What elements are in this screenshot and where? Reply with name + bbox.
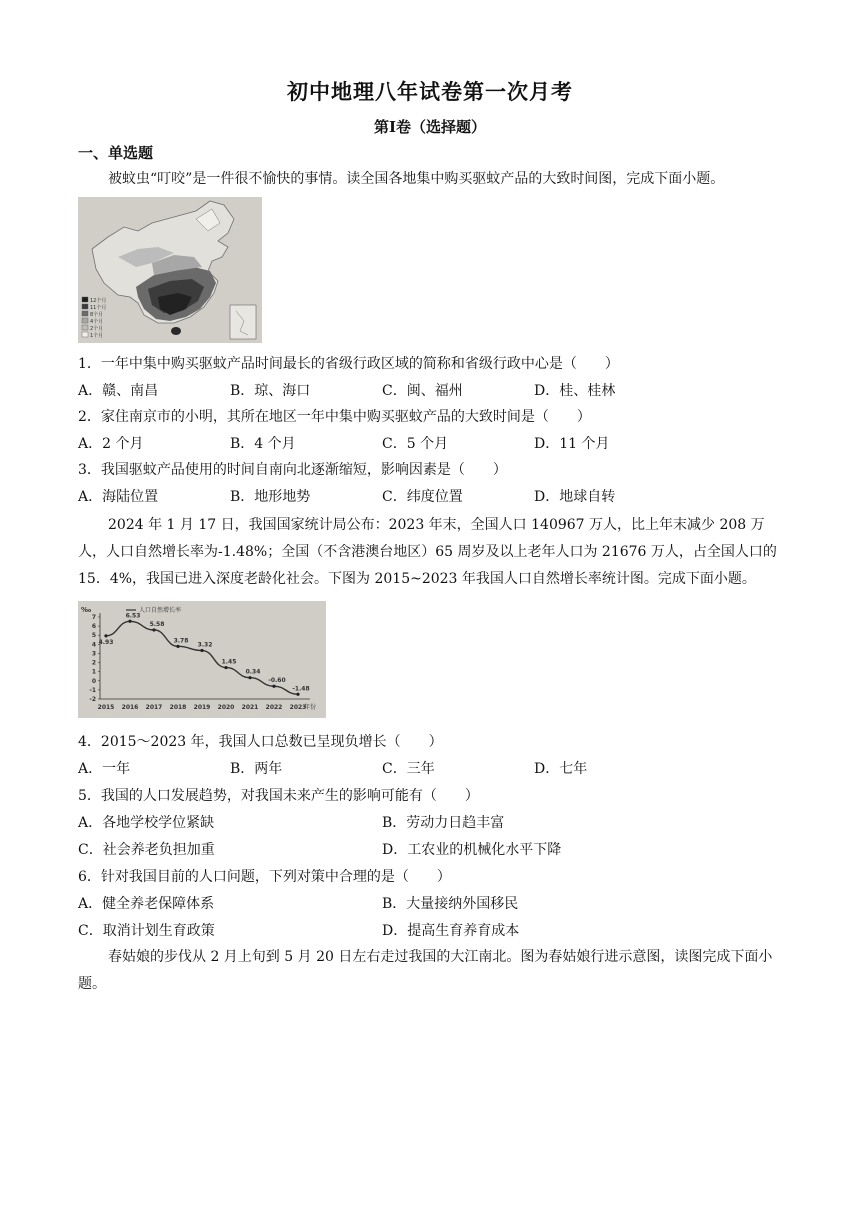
q5-option-c[interactable]: C．社会养老负担加重 xyxy=(78,842,215,858)
passage-population: 2024 年 1 月 17 日，我国国家统计局公布：2023 年末，全国人口 140967 万人，比上年末减少 208 万人，人口自然增长率为-1.48%；全国（不含港澳台地区）65 周岁及以上老年人口为 21676 万人，占全国人口的 15．4%，我国已进入深度老龄化社会。下图为 2015~2023 年我国人口自然增长率统计图。完成下面小题。 xyxy=(78,517,777,587)
q2-option-c[interactable]: C．5 个月 xyxy=(382,436,449,452)
q5-option-d[interactable]: D．工农业的机械化水平下降 xyxy=(382,842,562,858)
passage-spring: 春姑娘的步伐从 2 月上旬到 5 月 20 日左右走过我国的大江南北。图为春姑娘行进示意图，读图完成下面小题。 xyxy=(78,949,773,992)
population-growth-chart xyxy=(78,601,326,718)
map-legend-label: 1个月 xyxy=(90,333,104,339)
data-point xyxy=(176,645,179,648)
y-tick-label: 5 xyxy=(91,632,96,640)
data-point xyxy=(104,634,107,637)
data-label: 4.93 xyxy=(98,638,114,646)
y-tick-label: 3 xyxy=(91,650,96,658)
map-legend-swatch xyxy=(82,318,88,323)
q1-option-a[interactable]: A．赣、南昌 xyxy=(78,383,159,399)
data-label: -0.60 xyxy=(268,677,286,685)
data-point xyxy=(152,628,155,631)
chart-background xyxy=(78,601,326,718)
q4-option-b[interactable]: B．两年 xyxy=(230,761,283,777)
x-tick-label: 2018 xyxy=(169,704,187,711)
data-label: 3.78 xyxy=(173,637,189,645)
q6-option-d[interactable]: D．提高生育养育成本 xyxy=(382,923,520,939)
data-label: 5.58 xyxy=(149,620,165,628)
data-point xyxy=(272,685,275,688)
q3-option-c[interactable]: C．纬度位置 xyxy=(382,489,463,505)
china-map-figure xyxy=(78,197,262,343)
q3-option-d[interactable]: D．地球自转 xyxy=(534,489,616,505)
q1-option-c[interactable]: C．闽、福州 xyxy=(382,383,463,399)
passage-mosquito: 被蚊虫“叮咬”是一件很不愉快的事情。读全国各地集中购买驱蚊产品的大致时间图，完成下面小题。 xyxy=(108,171,725,187)
x-tick-label: 2020 xyxy=(217,704,235,711)
q1-option-d[interactable]: D．桂、桂林 xyxy=(534,383,616,399)
y-tick-label: 7 xyxy=(91,614,96,621)
question-3-stem: 3．我国驱蚊产品使用的时间自南向北逐渐缩短，影响因素是（ ） xyxy=(78,462,507,478)
map-legend-label: 11个月 xyxy=(90,305,107,311)
x-tick-label: 2021 xyxy=(241,704,259,711)
q3-option-b[interactable]: B．地形地势 xyxy=(230,489,311,505)
q5-option-b[interactable]: B．劳动力日趋丰富 xyxy=(382,815,505,831)
map-legend-label: 2个月 xyxy=(90,326,104,332)
map-legend-label: 12个月 xyxy=(90,298,107,304)
x-axis-title: 年份 xyxy=(304,704,317,711)
data-point xyxy=(224,666,227,669)
y-tick-label: 0 xyxy=(91,677,96,685)
data-label: 6.53 xyxy=(125,612,141,620)
x-tick-label: 2016 xyxy=(121,704,139,711)
y-tick-label: -2 xyxy=(89,696,96,703)
data-point xyxy=(248,676,251,679)
data-label: 3.32 xyxy=(197,641,213,649)
map-legend-label: 8个月 xyxy=(90,312,104,318)
q2-option-d[interactable]: D．11 个月 xyxy=(534,436,610,452)
legend-label: 人口自然增长率 xyxy=(139,607,182,614)
q1-option-b[interactable]: B．琼、海口 xyxy=(230,383,311,399)
map-legend-swatch xyxy=(82,304,88,309)
data-point xyxy=(128,620,131,623)
question-2-stem: 2．家住南京市的小明，其所在地区一年中集中购买驱蚊产品的大致时间是（ ） xyxy=(78,409,591,425)
y-tick-label: 6 xyxy=(91,623,96,631)
chart-svg xyxy=(78,601,326,718)
question-6-stem: 6．针对我国目前的人口问题，下列对策中合理的是（ ） xyxy=(78,869,451,885)
q4-option-c[interactable]: C．三年 xyxy=(382,761,435,777)
q2-option-a[interactable]: A．2 个月 xyxy=(78,436,144,452)
y-tick-label: 1 xyxy=(91,668,96,676)
q6-option-a[interactable]: A．健全养老保障体系 xyxy=(78,896,215,912)
x-tick-label: 2023 xyxy=(289,704,307,711)
y-tick-label: 4 xyxy=(91,641,96,649)
q5-option-a[interactable]: A．各地学校学位紧缺 xyxy=(78,815,215,831)
map-legend-swatch xyxy=(82,332,88,337)
x-tick-label: 2017 xyxy=(145,704,163,711)
map-legend-swatch xyxy=(82,325,88,330)
data-label: 1.45 xyxy=(221,658,237,666)
question-5-stem: 5．我国的人口发展趋势，对我国未来产生的影响可能有（ ） xyxy=(78,788,479,804)
section-heading: 一、单选题 xyxy=(78,144,154,162)
data-label: -1.48 xyxy=(292,685,310,693)
question-1-stem: 1．一年中集中购买驱蚊产品时间最长的省级行政区域的简称和省级行政中心是（ ） xyxy=(78,356,619,372)
y-axis-unit: ‰ xyxy=(81,606,92,614)
y-tick-label: 2 xyxy=(91,659,96,667)
data-point xyxy=(296,693,299,696)
map-legend-label: 4个月 xyxy=(90,319,104,325)
x-tick-label: 2015 xyxy=(97,704,115,711)
data-label: 0.34 xyxy=(245,668,261,676)
q6-option-b[interactable]: B．大量接纳外国移民 xyxy=(382,896,519,912)
q4-option-d[interactable]: D．七年 xyxy=(534,761,588,777)
map-legend-swatch xyxy=(82,311,88,316)
y-tick-label: -1 xyxy=(89,686,96,694)
map-legend-swatch xyxy=(82,297,88,302)
volume-subtitle: 第Ⅰ卷（选择题） xyxy=(373,118,487,136)
question-4-stem: 4．2015～2023 年，我国人口总数已呈现负增长（ ） xyxy=(78,734,443,750)
x-tick-label: 2022 xyxy=(265,704,283,711)
data-point xyxy=(200,649,203,652)
china-map-image xyxy=(78,197,262,343)
q4-option-a[interactable]: A．一年 xyxy=(78,761,131,777)
q2-option-b[interactable]: B．4 个月 xyxy=(230,436,296,452)
q6-option-c[interactable]: C．取消计划生育政策 xyxy=(78,923,215,939)
q3-option-a[interactable]: A．海陆位置 xyxy=(78,489,159,505)
page-title: 初中地理八年试卷第一次月考 xyxy=(287,79,573,104)
x-tick-label: 2019 xyxy=(193,704,211,711)
